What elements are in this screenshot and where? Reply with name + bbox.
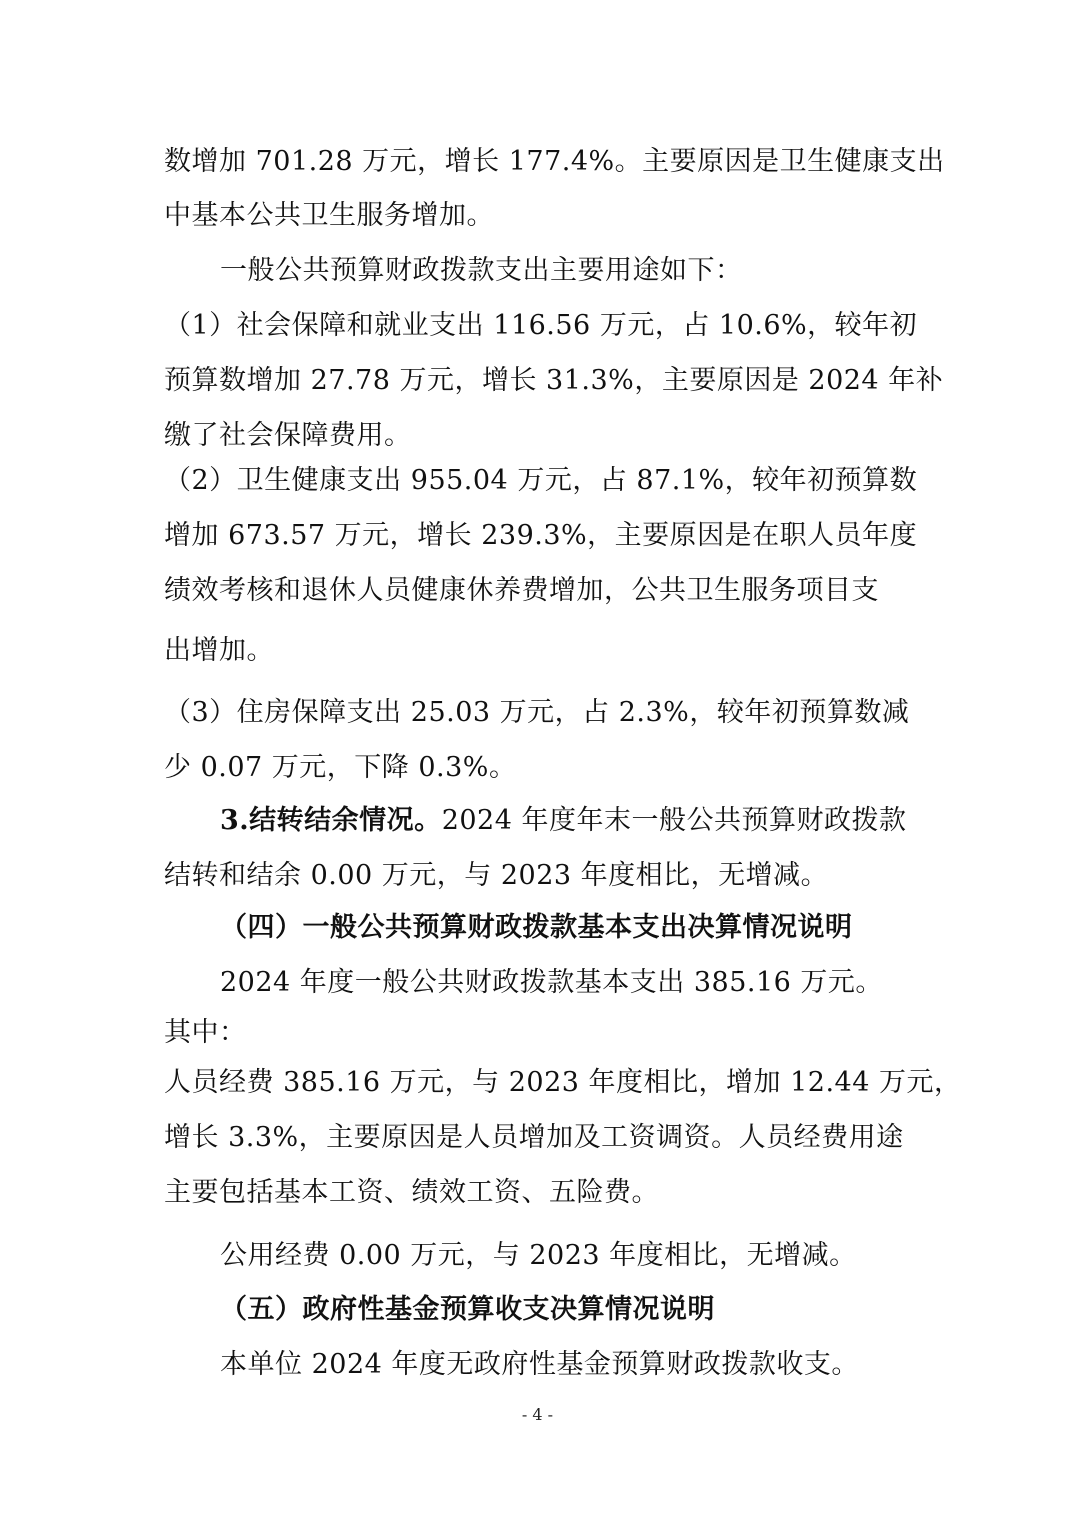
paragraph-line: 绩效考核和退休人员健康休养费增加，公共卫生服务项目支 [164, 575, 879, 606]
paragraph-line: 人员经费 385.16 万元，与 2023 年度相比，增加 12.44 万元， [164, 1067, 962, 1098]
paragraph-line: 增长 3.3%，主要原因是人员增加及工资调资。人员经费用途 [164, 1122, 904, 1153]
paragraph-line: 一般公共预算财政拨款支出主要用途如下： [220, 255, 743, 286]
paragraph-line: 少 0.07 万元，下降 0.3%。 [164, 752, 517, 783]
paragraph-line: 2024 年度一般公共财政拨款基本支出 385.16 万元。 [220, 967, 883, 998]
paragraph-line: 结转和结余 0.00 万元，与 2023 年度相比，无增减。 [164, 860, 829, 891]
paragraph-line: （3）住房保障支出 25.03 万元，占 2.3%，较年初预算数减 [164, 697, 910, 728]
paragraph-line: 数增加 701.28 万元，增长 177.4%。主要原因是卫生健康支出 [164, 146, 945, 177]
paragraph-line: 缴了社会保障费用。 [164, 420, 412, 451]
paragraph-line: 公用经费 0.00 万元，与 2023 年度相比，无增减。 [220, 1240, 857, 1271]
paragraph-line: 中基本公共卫生服务增加。 [164, 200, 494, 231]
page-number: - 4 - [521, 1405, 554, 1424]
paragraph-text: 2024 年度年末一般公共预算财政拨款 [441, 805, 907, 836]
paragraph-line: （2）卫生健康支出 955.04 万元，占 87.1%，较年初预算数 [164, 465, 918, 496]
paragraph-line: 预算数增加 27.78 万元，增长 31.3%，主要原因是 2024 年补 [164, 365, 944, 396]
paragraph-line [220, 804, 980, 838]
paragraph-line: （1）社会保障和就业支出 116.56 万元，占 10.6%，较年初 [164, 310, 918, 341]
section-subheading: 3.结转结余情况。 [220, 805, 442, 836]
paragraph-line: 本单位 2024 年度无政府性基金预算财政拨款收支。 [220, 1349, 859, 1380]
paragraph-line: 出增加。 [164, 635, 274, 666]
section-heading: （五）政府性基金预算收支决算情况说明 [220, 1294, 715, 1325]
paragraph-line: 增加 673.57 万元，增长 239.3%，主要原因是在职人员年度 [164, 520, 918, 551]
section-heading: （四）一般公共预算财政拨款基本支出决算情况说明 [220, 912, 853, 943]
paragraph-line: 主要包括基本工资、绩效工资、五险费。 [164, 1177, 659, 1208]
paragraph-line: 其中： [164, 1017, 247, 1048]
